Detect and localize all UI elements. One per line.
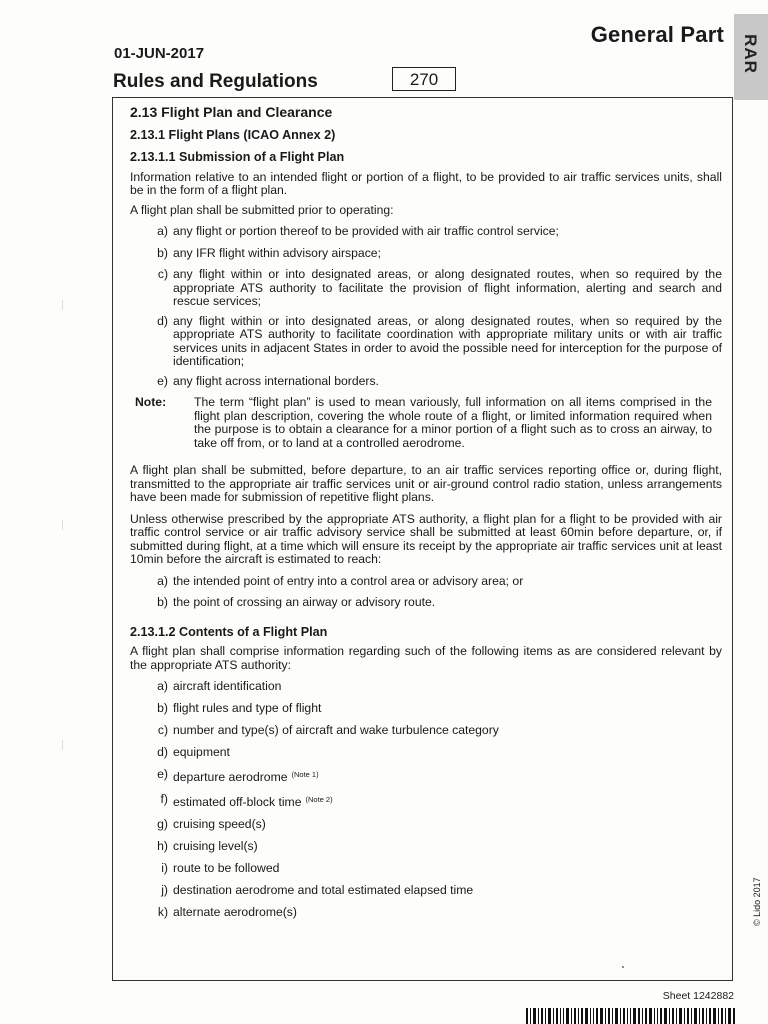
list-item: b) flight rules and type of flight [157,701,322,715]
footnote-ref: (Note 2) [305,795,333,804]
list-reach-points [130,575,722,610]
heading-2-13-1: 2.13.1 Flight Plans (ICAO Annex 2) [130,127,336,142]
list-item: k) alternate aerodrome(s) [157,905,297,919]
list-item: f) estimated off-block time $^{(Note 2)}$ [160,792,333,809]
list-item: c) any flight within or into designated areas, or along designated routes, when so required by the appropriate ATS authority to facilitate the provision of flight information, alerting and search and rescue services; [157,267,722,308]
barcode [526,1008,736,1024]
chapter-tab-label: RAR [740,34,760,74]
paragraph: A flight plan shall be submitted, before departure, to an air traffic services reporting office or, during flight, transmitted to the appropriate air traffic services unit or air-ground control radio station, unless arrangements have been made for submission of repetitive flight plans. [130,463,722,504]
heading-2-13-1-2: 2.13.1.2 Contents of a Flight Plan [130,624,328,639]
list-item: a) the intended point of entry into a control area or advisory area; or [157,573,524,588]
page-number: 270 [392,67,456,91]
content [130,106,722,928]
list-item: e) departure aerodrome $^{(Note 1)}$ [157,767,319,784]
copyright: © Lido 2017 [752,877,762,926]
scan-speck [622,966,624,968]
paragraph: Unless otherwise prescribed by the appropriate ATS authority, a flight plan for a flight to be provided with air traffic control service or air traffic advisory service shall be submitted at least 60min before departure, or, if submitted during flight, at a time which will ensure its receipt by the appropriate air traffic services unit at least 10min before the aircraft is estimated to reach: [130,511,722,566]
paragraph: A flight plan shall comprise information regarding such of the following items as are considered relevant by the appropriate ATS authority: [130,644,722,672]
list-item: c) number and type(s) of aircraft and wake turbulence category [157,723,499,737]
footnote-ref: (Note 1) [291,770,319,779]
list-item: b) the point of crossing an airway or advisory route. [157,595,436,609]
sheet-number: Sheet 1242882 [662,990,734,1002]
list-item: a) any flight or portion thereof to be provided with air traffic control service; [157,224,559,238]
paragraph: A flight plan shall be submitted prior to operating: [130,202,394,217]
heading-2-13: 2.13 Flight Plan and Clearance [130,104,333,120]
note-label: Note: [135,395,167,409]
chapter-tab [734,14,768,100]
issue-date: 01-JUN-2017 [114,45,205,62]
list-flight-plan-contents [130,680,722,920]
heading-2-13-1-1: 2.13.1.1 Submission of a Flight Plan [130,150,345,164]
scan-mark [62,740,65,750]
list-item: h) cruising level(s) [157,839,258,853]
list-submission-cases [130,225,722,388]
scan-mark [62,300,65,310]
list-item: i) route to be followed [161,861,280,875]
list-item: j) destination aerodrome and total estimated elapsed time [161,883,474,897]
scan-mark [62,520,65,530]
list-item: b) any IFR flight within advisory airspace; [157,245,381,260]
list-item: e) any flight across international borders. [157,373,379,388]
note-text: The term “flight plan” is used to mean variously, full information on all items comprised in the flight plan description, covering the whole route of a flight, or limited information required when the purpose is to obtain a clearance for a minor portion of a flight such as to cross an airway, to take off from, or to land at a controlled aerodrome. [194,395,712,450]
section-title: Rules and Regulations [113,71,318,92]
paragraph: Information relative to an intended flight or portion of a flight, to be provided to air traffic services units, shall be in the form of a flight plan. [130,169,722,197]
list-item: d) any flight within or into designated areas, or along designated routes, when so required by the appropriate ATS authority to facilitate coordination with appropriate military units or with air traffic services units in adjacent States in order to avoid the possible need for interception for the purpose of identification; [157,313,722,368]
list-item: a) aircraft identification [157,679,282,693]
document-title: General Part [590,22,724,47]
note [130,396,722,450]
list-item: g) cruising speed(s) [157,817,266,831]
list-item: d) equipment [157,745,230,759]
